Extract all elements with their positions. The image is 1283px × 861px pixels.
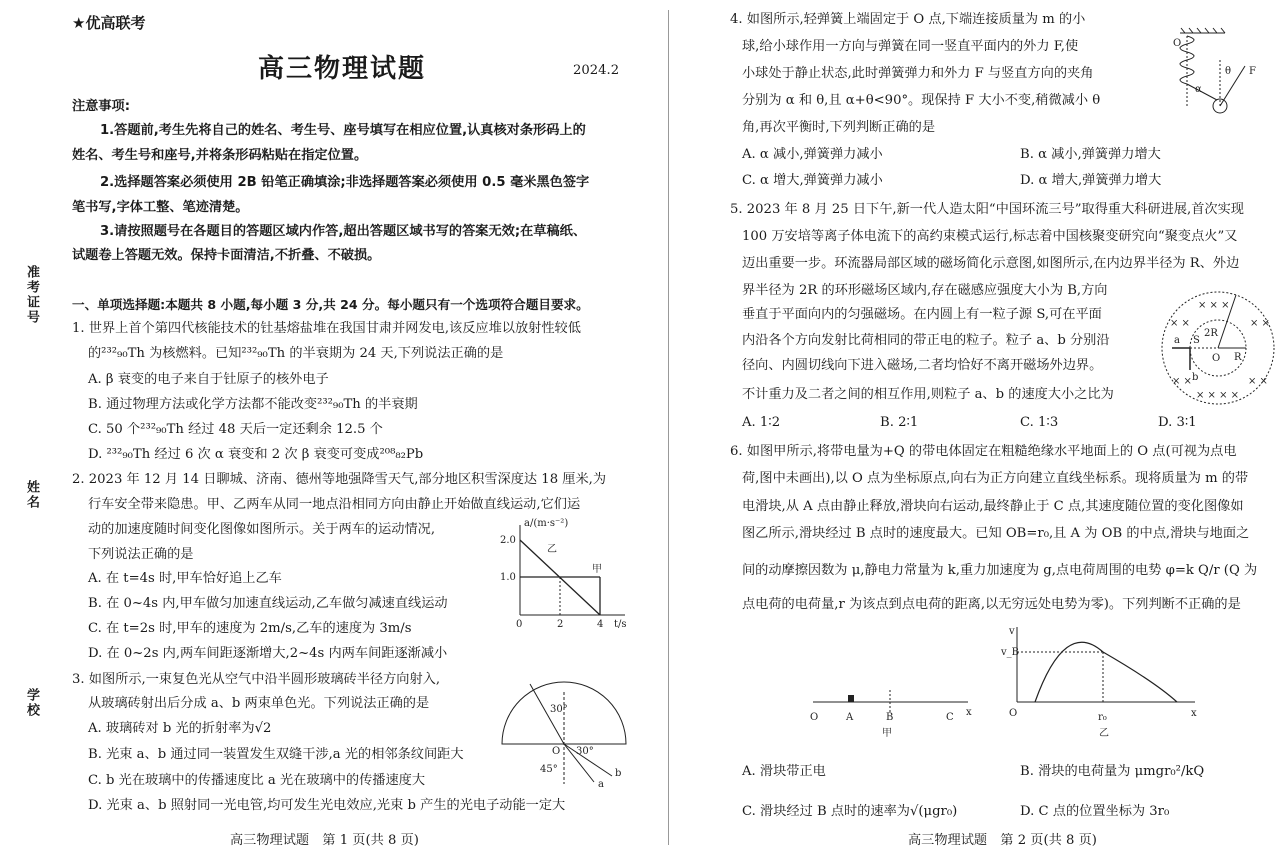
q2-stem: 动的加速度随时间变化图像如图所示。关于两车的运动情况,	[88, 522, 436, 537]
x-tick: 0	[516, 619, 523, 630]
q4-stem: 小球处于静止状态,此时弹簧弹力和外力 F 与竖直方向的夹角	[742, 66, 1094, 81]
q6-stem: 间的动摩擦因数为 μ,静电力常量为 k,重力加速度为 g,点电荷周围的电势 φ=k Q/r (Q 为	[742, 563, 1258, 578]
section-heading: 一、单项选择题:本题共 8 小题,每小题 3 分,共 24 分。每小题只有一个选项符合题目要求。	[72, 297, 589, 312]
notice-line: 1.答题前,考生先将自己的姓名、考生号、座号填写在相应位置,认真核对条形码上的	[100, 123, 586, 138]
svg-text:R: R	[1234, 352, 1242, 363]
notice-line: 试题卷上答题无效。保持卡面清洁,不折叠、不破损。	[72, 248, 381, 263]
q1-option-c: C. 50 个²³²₉₀Th 经过 48 天后一定还剩余 12.5 个	[88, 422, 383, 437]
q6-option-d: D. C 点的位置坐标为 3r₀	[1020, 804, 1170, 819]
svg-text:v_B: v_B	[1001, 647, 1019, 658]
q4-stem: 角,再次平衡时,下列判断正确的是	[742, 120, 936, 135]
q6-figure-yi	[1001, 622, 1205, 742]
q2-stem: 行车安全带来隐患。甲、乙两车从同一地点沿相同方向由静止开始做直线运动,它们运	[88, 497, 581, 512]
q5-stem: 径向、内圆切线向下进入磁场,二者均恰好不离开磁场外边界。	[742, 358, 1103, 373]
svg-text:r₀: r₀	[1098, 712, 1107, 723]
notice-line: 2.选择题答案必须使用 2B 铅笔正确填涂;非选择题答案必须使用 0.5 毫米黑色签字	[100, 175, 590, 190]
svg-text:× ×: × ×	[1170, 318, 1190, 329]
q5-option-d: D. 3∶1	[1158, 415, 1197, 430]
page-title: 高三物理试题	[258, 54, 427, 84]
page-divider	[668, 10, 669, 845]
q6-stem: 荷,图中未画出),以 O 点为坐标原点,向右为正方向建立直线坐标系。现将质量为 m 的带	[742, 471, 1249, 486]
q5-stem: 内沿各个方向发射比荷相同的带正电的粒子。粒子 a、b 分别沿	[742, 333, 1110, 348]
svg-text:C: C	[946, 712, 954, 723]
q6-option-a: A. 滑块带正电	[742, 764, 826, 779]
svg-text:45°: 45°	[540, 764, 558, 775]
series-label: 乙	[547, 544, 557, 555]
svg-text:30°: 30°	[576, 746, 594, 757]
q4-stem: 4. 如图所示,轻弹簧上端固定于 O 点,下端连接质量为 m 的小	[730, 12, 1086, 27]
q5-stem: 5. 2023 年 8 月 25 日下午,新一代人造太阳“中国环流三号”取得重大科研进展,首次实现	[730, 202, 1244, 217]
svg-text:A: A	[846, 712, 854, 723]
exam-date: 2024.2	[573, 63, 620, 78]
page-footer-1: 高三物理试题 第 1 页(共 8 页)	[230, 833, 419, 848]
q4-spring-diagram	[1165, 28, 1265, 118]
figure-label: 甲	[882, 728, 892, 739]
svg-text:× ×: × ×	[1248, 376, 1268, 387]
q1-stem: 的²³²₉₀Th 为核燃料。已知²³²₉₀Th 的半衰期为 24 天,下列说法正确的是	[88, 346, 504, 361]
q5-stem: 迈出重要一步。环流器局部区域的磁场简化示意图,如图所示,在内边界半径为 R、外边	[742, 256, 1240, 271]
figure-label: 乙	[1099, 728, 1109, 739]
q5-stem: 不计重力及二者之间的相互作用,则粒子 a、b 的速度大小之比为	[742, 387, 1114, 402]
q2-acceleration-graph	[500, 520, 630, 630]
svg-text:× ×: × ×	[1172, 376, 1192, 387]
q2-stem: 2. 2023 年 12 月 14 日聊城、济南、德州等地强降雪天气,部分地区积雪深度达 18 厘米,为	[72, 472, 607, 487]
q4-stem: 分别为 α 和 θ,且 α+θ<90°。现保持 F 大小不变,稍微减小 θ	[742, 93, 1101, 108]
svg-text:× × ×: × × ×	[1198, 300, 1230, 311]
svg-text:O: O	[1212, 353, 1221, 364]
q6-stem: 图乙所示,滑块经过 B 点时的速度最大。已知 OB=r₀,且 A 为 OB 的中点,滑块与地面之	[742, 526, 1250, 541]
q2-option-d: D. 在 0~2s 内,两车间距逐渐增大,2~4s 内两车间距逐渐减小	[88, 646, 448, 661]
svg-text:× ×: × ×	[1250, 318, 1270, 329]
svg-text:F: F	[1249, 66, 1256, 77]
side-label-exam-number: 准考证号	[24, 265, 39, 325]
q5-stem: 垂直于平面向内的匀强磁场。在内圆上有一粒子源 S,可在平面	[742, 307, 1102, 322]
q6-stem: 6. 如图甲所示,将带电量为+Q 的带电体固定在粗糙绝缘水平地面上的 O 点(可视为点电	[730, 444, 1237, 459]
svg-text:× × × ×: × × × ×	[1196, 390, 1240, 401]
svg-text:α: α	[1195, 84, 1202, 95]
q2-option-a: A. 在 t=4s 时,甲车恰好追上乙车	[88, 571, 282, 586]
svg-text:a: a	[598, 779, 604, 790]
svg-text:v: v	[1009, 626, 1015, 637]
q2-stem: 下列说法正确的是	[88, 547, 194, 562]
svg-text:θ: θ	[1225, 66, 1232, 77]
notice-line: 姓名、考生号和座号,并将条形码粘贴在指定位置。	[72, 148, 368, 163]
x-tick: 4	[597, 619, 604, 630]
q4-option-b: B. α 减小,弹簧弹力增大	[1020, 147, 1161, 162]
q3-stem: 从玻璃砖射出后分成 a、b 两束单色光。下列说法正确的是	[88, 696, 430, 711]
brand-label: ★优高联考	[72, 14, 146, 32]
q3-option-c: C. b 光在玻璃中的传播速度比 a 光在玻璃中的传播速度大	[88, 773, 426, 788]
q4-option-a: A. α 减小,弹簧弹力减小	[742, 147, 883, 162]
q1-option-d: D. ²³²₉₀Th 经过 6 次 α 衰变和 2 次 β 衰变可变成²⁰⁸₈₂Pb	[88, 447, 424, 462]
q1-option-b: B. 通过物理方法或化学方法都不能改变²³²₉₀Th 的半衰期	[88, 397, 418, 412]
q3-option-b: B. 光束 a、b 通过同一装置发生双缝干涉,a 光的相邻条纹间距大	[88, 747, 464, 762]
svg-text:b: b	[615, 768, 622, 779]
q4-option-c: C. α 增大,弹簧弹力减小	[742, 173, 883, 188]
series-label: 甲	[592, 564, 602, 575]
q3-glass-diagram	[500, 672, 630, 790]
q5-stem: 界半径为 2R 的环形磁场区域内,存在磁感应强度大小为 B,方向	[742, 283, 1108, 298]
q6-figure-jia	[808, 690, 978, 770]
svg-text:B: B	[886, 712, 894, 723]
notice-line: 3.请按照题号在各题目的答题区域内作答,超出答题区域书写的答案无效;在草稿纸、	[100, 224, 587, 239]
q3-stem: 3. 如图所示,一束复色光从空气中沿半圆形玻璃砖半径方向射入,	[72, 672, 441, 687]
page-footer-2: 高三物理试题 第 2 页(共 8 页)	[908, 833, 1097, 848]
svg-text:O: O	[552, 746, 561, 757]
q5-option-b: B. 2∶1	[880, 415, 919, 430]
notice-heading: 注意事项:	[72, 99, 131, 114]
svg-text:x: x	[966, 707, 972, 718]
svg-text:O: O	[810, 712, 819, 723]
q6-stem: 电滑块,从 A 点由静止释放,滑块向右运动,最终静止于 C 点,其速度随位置的变化图像如	[742, 499, 1244, 514]
svg-text:O: O	[1009, 708, 1018, 719]
q5-option-a: A. 1∶2	[742, 415, 781, 430]
q6-stem: 点电荷的电荷量,r 为该点到点电荷的距离,以无穷远处电势为零)。下列判断不正确的是	[742, 597, 1241, 612]
svg-text:a: a	[1174, 335, 1180, 346]
q1-stem: 1. 世界上首个第四代核能技术的钍基熔盐堆在我国甘肃并网发电,该反应堆以放射性较低	[72, 321, 581, 336]
q5-option-c: C. 1∶3	[1020, 415, 1059, 430]
q5-magnetic-field-diagram	[1160, 290, 1276, 406]
q4-option-d: D. α 增大,弹簧弹力增大	[1020, 173, 1162, 188]
x-tick: 2	[557, 619, 564, 630]
svg-text:S: S	[1193, 335, 1200, 346]
side-label-name: 姓名	[24, 480, 39, 510]
x-axis-label: t/s	[614, 619, 627, 630]
q2-option-b: B. 在 0~4s 内,甲车做匀加速直线运动,乙车做匀减速直线运动	[88, 596, 448, 611]
q6-option-b: B. 滑块的电荷量为 μmgr₀²/kQ	[1020, 764, 1205, 779]
q3-option-d: D. 光束 a、b 照射同一光电管,均可发生光电效应,光束 b 产生的光电子动能一定大	[88, 798, 566, 813]
q6-option-c: C. 滑块经过 B 点时的速率为√(μgr₀)	[742, 804, 958, 819]
q2-option-c: C. 在 t=2s 时,甲车的速度为 2m/s,乙车的速度为 3m/s	[88, 621, 412, 636]
svg-text:x: x	[1191, 708, 1197, 719]
q4-stem: 球,给小球作用一方向与弹簧在同一竖直平面内的外力 F,使	[742, 39, 1079, 54]
y-tick: 1.0	[500, 572, 516, 583]
q3-option-a: A. 玻璃砖对 b 光的折射率为√2	[88, 721, 272, 736]
svg-text:30°: 30°	[550, 704, 568, 715]
svg-text:b: b	[1192, 372, 1199, 383]
q1-option-a: A. β 衰变的电子来自于钍原子的核外电子	[88, 372, 329, 387]
y-axis-label: a/(m·s⁻²)	[524, 518, 569, 529]
q5-stem: 100 万安培等离子体电流下的高约束模式运行,标志着中国核聚变研究向“聚变点火”又	[742, 229, 1238, 244]
svg-text:2R: 2R	[1204, 328, 1218, 339]
svg-text:O: O	[1173, 38, 1182, 49]
side-label-school: 学校	[24, 688, 39, 718]
notice-line: 笔书写,字体工整、笔迹清楚。	[72, 200, 249, 215]
y-tick: 2.0	[500, 535, 516, 546]
